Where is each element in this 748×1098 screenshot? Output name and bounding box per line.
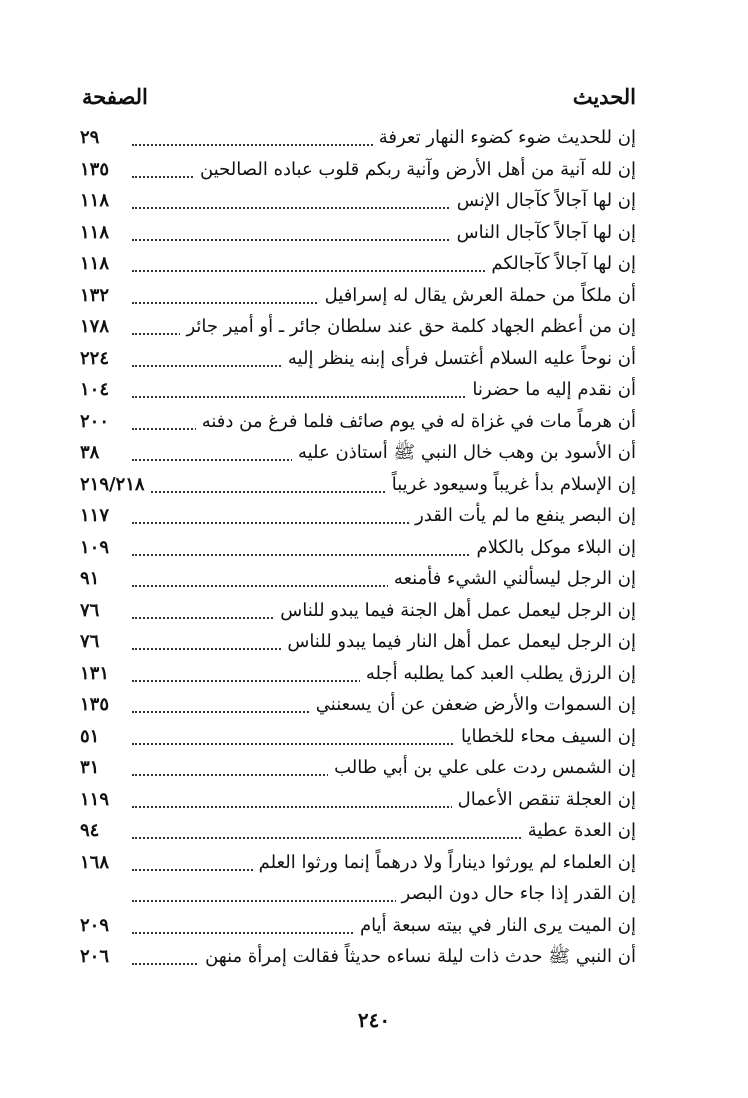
index-entry [0, 597, 748, 629]
hadith-text: أن نوحاً عليه السلام أغتسل فرأى إبنه ينظر إليه [282, 347, 636, 371]
page-reference: ١٠٤ [80, 378, 113, 402]
index-entry [0, 156, 748, 188]
index-entry [0, 943, 748, 975]
page-reference: ٢٩ [80, 126, 103, 150]
index-entry [0, 691, 748, 723]
hadith-text: أن ملكاً من حملة العرش يقال له إسرافيل [319, 284, 636, 308]
hadith-text: إن للحديث ضوء كضوء النهار تعرفة [373, 126, 636, 150]
hadith-text: إن الرزق يطلب العبد كما يطلبه أجله [360, 662, 636, 686]
index-entry [0, 565, 748, 597]
page-reference: ٢٠٠ [80, 410, 113, 434]
page-reference: ١٣٥ [80, 693, 113, 717]
index-entry [0, 282, 748, 314]
index-entry [0, 786, 748, 818]
page-reference: ٣٨ [80, 441, 103, 465]
index-entry [0, 628, 748, 660]
index-entry [0, 880, 748, 912]
page-reference: ١٣٢ [80, 284, 113, 308]
hadith-text: إن الميت يرى النار في بيته سبعة أيام [354, 914, 636, 938]
hadith-text: إن البلاء موكل بالكلام [471, 536, 636, 560]
hadith-text: إن البصر ينفع ما لم يأت القدر [409, 504, 636, 528]
index-entry [0, 849, 748, 881]
page-reference: ١١٧ [80, 504, 113, 528]
hadith-text: إن لها آجالاً كآجال الناس [451, 221, 636, 245]
hadith-text: إن الرجل ليسألني الشيء فأمنعه [388, 567, 636, 591]
index-entry [0, 219, 748, 251]
index-entry [0, 660, 748, 692]
hadith-text: إن العلماء لم يورثوا ديناراً ولا درهماً إنما ورثوا العلم [253, 851, 636, 875]
page-reference: ٣١ [80, 756, 103, 780]
index-entry [0, 439, 748, 471]
hadith-text: إن العجلة تنقص الأعمال [452, 788, 636, 812]
page-reference: ١١٨ [80, 189, 113, 213]
page-reference: ١٣١ [80, 662, 113, 686]
page-reference: ٥١ [80, 725, 103, 749]
index-entry [0, 534, 748, 566]
page-reference: ٢٠٦ [80, 945, 113, 969]
hadith-text: أن النبي ﷺ حدث ذات ليلة نساءه حديثاً فقالت إمرأة منهن [199, 945, 636, 969]
hadith-text: إن الشمس ردت على علي بن أبي طالب [328, 756, 636, 780]
hadith-text: إن لها آجالاً كآجالكم [485, 252, 636, 276]
hadith-index-list [0, 124, 748, 975]
index-entry [0, 187, 748, 219]
hadith-text: أن هرماً مات في غزاة له في يوم صائف فلما فرغ من دفنه [196, 410, 636, 434]
hadith-text: إن الرجل ليعمل عمل أهل النار فيما يبدو للناس [281, 630, 636, 654]
index-entry [0, 754, 748, 786]
page-number: ٢٤٠ [357, 1008, 391, 1032]
index-entry [0, 408, 748, 440]
hadith-text: إن لها آجالاً كآجال الإنس [451, 189, 636, 213]
hadith-text: إن السيف محاء للخطايا [455, 725, 636, 749]
page-reference: ٩١ [80, 567, 103, 591]
index-entry [0, 471, 748, 503]
page-reference: ٢١٩/٢١٨ [80, 473, 149, 497]
hadith-text: أن الأسود بن وهب خال النبي ﷺ أستاذن عليه [292, 441, 636, 465]
index-entry [0, 817, 748, 849]
index-entry [0, 502, 748, 534]
index-entry [0, 345, 748, 377]
index-entry [0, 376, 748, 408]
page-reference: ٢٢٤ [80, 347, 113, 371]
page-column-title: الصفحة [82, 84, 148, 109]
page-reference: ٢٠٩ [80, 914, 113, 938]
hadith-text: إن السموات والأرض ضعفن عن أن يسعنني [310, 693, 636, 717]
index-entry [0, 124, 748, 156]
hadith-column-title: الحديث [572, 84, 636, 109]
page-reference: ١٦٨ [80, 851, 113, 875]
index-entry [0, 912, 748, 944]
page-reference: ١٧٨ [80, 315, 113, 339]
page-reference: ١٣٥ [80, 158, 113, 182]
hadith-text: أن نقدم إليه ما حضرنا [466, 378, 636, 402]
column-header [0, 84, 748, 118]
index-entry [0, 250, 748, 282]
index-entry [0, 313, 748, 345]
hadith-text: إن الرجل ليعمل عمل أهل الجنة فيما يبدو للناس [274, 599, 636, 623]
page-reference: ٧٦ [80, 630, 103, 654]
hadith-text: إن القدر إذا جاء حال دون البصر [396, 882, 636, 906]
page-reference: ١١٨ [80, 221, 113, 245]
page-reference: ١٠٩ [80, 536, 113, 560]
page-reference: ١١٩ [80, 788, 113, 812]
page-reference: ١١٨ [80, 252, 113, 276]
hadith-text: إن العدة عطية [522, 819, 636, 843]
hadith-text: إن لله آنية من أهل الأرض وآنية ربكم قلوب عباده الصالحين [194, 158, 636, 182]
page-reference: ٧٦ [80, 599, 103, 623]
hadith-text: إن من أعظم الجهاد كلمة حق عند سلطان جائر ـ أو أمير جائر [180, 315, 636, 339]
index-entry [0, 723, 748, 755]
hadith-text: إن الإسلام بدأ غريباً وسيعود غريباً [386, 473, 636, 497]
page-reference: ٩٤ [80, 819, 103, 843]
